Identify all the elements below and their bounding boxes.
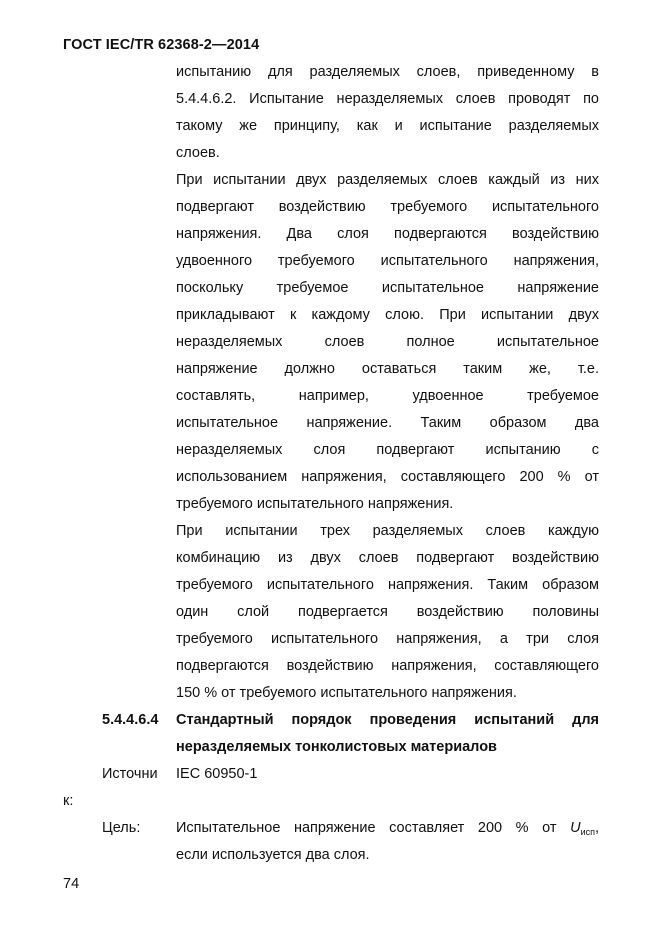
source-label: Источни [102,766,158,782]
text-line: поскольку требуемое испытательное напряжение [176,280,599,296]
text-line: слоев. [176,145,220,161]
text-line: При испытании трех разделяемых слоев каждую [176,523,599,539]
text-line: составлять, например, удвоенное требуемое [176,388,599,404]
text-line: комбинацию из двух слоев подвергают воздействию [176,550,599,566]
text-line: 5.4.4.6.2. Испытание неразделяемых слоев проводят по [176,91,599,107]
text-line: удвоенного требуемого испытательного напряжения, [176,253,599,269]
goal-text: Испытательное напряжение составляет 200 % от [176,820,571,836]
text-line: прикладывают к каждому слою. При испытании двух [176,307,599,323]
voltage-subscript: исп [580,827,595,837]
text-line: требуемого испытательного напряжения, а три слоя [176,631,599,647]
source-value: IEC 60950-1 [176,766,258,782]
text-line: испытанию для разделяемых слоев, приведенному в [176,64,599,80]
section-number: 5.4.4.6.4 [102,712,159,728]
goal-text-line1 [176,816,599,840]
text-line: испытательное напряжение. Таким образом два [176,415,599,431]
text-line: напряжение должно оставаться таким же, т.е. [176,361,599,377]
text-line: такому же принципу, как и испытание разделяемых [176,118,599,134]
goal-label: Цель: [102,820,141,836]
text-line: требуемого испытательного напряжения. Таким образом [176,577,599,593]
text-line: использованием напряжения, составляющего 200 % от [176,469,599,485]
text-line: При испытании двух разделяемых слоев каждый из них [176,172,599,188]
page-number: 74 [63,876,80,892]
text-line: один слой подвергается воздействию половины [176,604,599,620]
text-line: требуемого испытательного напряжения. [176,496,454,512]
text-line: неразделяемых слоев полное испытательное [176,334,599,350]
section-title-line1: Стандартный порядок проведения испытаний для [176,712,599,728]
document-header: ГОСТ IEC/TR 62368-2—2014 [63,37,260,53]
text-line: подвергают воздействию требуемого испытательного [176,199,599,215]
text-line: подвергаются воздействию напряжения, составляющего [176,658,599,674]
section-title-line2: неразделяемых тонколистовых материалов [176,739,497,755]
goal-line-end: , [594,820,599,836]
text-line: 150 % от требуемого испытательного напряжения. [176,685,517,701]
voltage-symbol: U [570,820,581,836]
goal-text-line2: если используется два слоя. [176,847,370,863]
text-line: неразделяемых слоя подвергают испытанию с [176,442,599,458]
text-line: напряжения. Два слоя подвергаются воздействию [176,226,599,242]
source-label-tail: к: [63,793,74,809]
